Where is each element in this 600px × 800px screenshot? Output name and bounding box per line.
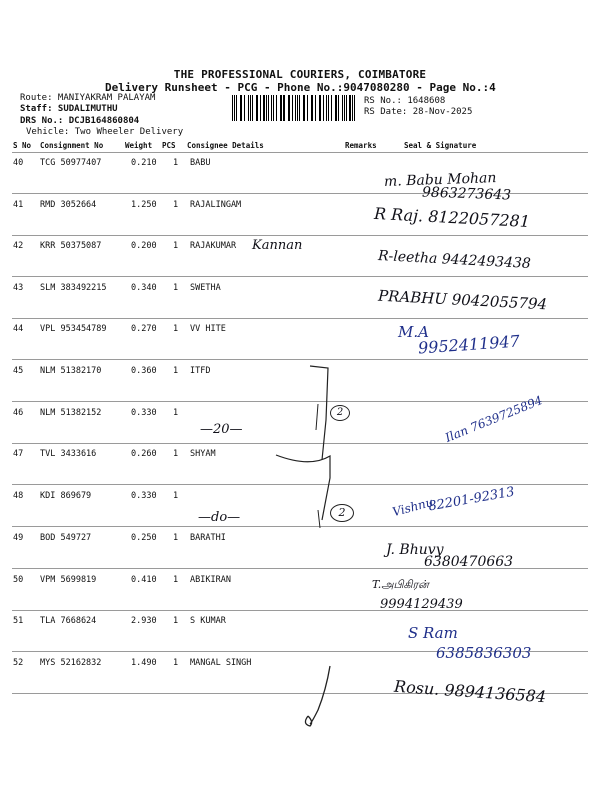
col-seal: Seal & Signature [404,141,477,150]
row-pcs: 1 [173,449,179,459]
row-pcs: 1 [173,616,179,626]
row-consignee: BABU [190,158,211,168]
row-consignment: VPM 5699819 [40,575,97,585]
runsheet-subtitle: Delivery Runsheet - PCG - Phone No.:9047080280 - Page No.:4 [105,81,496,94]
rs-number: RS No.: 1648608 [364,96,446,106]
row-pcs: 1 [173,575,179,585]
barcode-bar [252,95,253,121]
row-consignee: SHYAM [190,449,216,459]
row-weight: 0.250 [131,533,157,543]
barcode-bar [232,95,233,121]
row-consignment: KDI 869679 [40,491,92,501]
col-consignee: Consignee Details [187,141,264,150]
hw-row44-initials: M.A [398,323,429,341]
row-sno: 48 [13,491,24,501]
row-divider [12,610,588,611]
hw-row43-sig: PRABHU 9042055794 [377,286,548,314]
row-consignment: KRR 50375087 [40,241,102,251]
barcode-bar [312,95,313,121]
row-consignee: RAJALINGAM [190,200,242,210]
row-pcs: 1 [173,658,179,668]
hw-row48-sig: Vishnu [390,494,435,520]
row-pcs: 1 [173,533,179,543]
hw-row46-circle: 2 [330,405,350,421]
row-sno: 46 [13,408,24,418]
barcode-bar [260,95,261,121]
row-divider [12,318,588,319]
col-pcs: PCS [162,141,176,150]
row-consignment: NLM 51382170 [40,366,102,376]
row-weight: 0.270 [131,324,157,334]
row-weight: 0.410 [131,575,157,585]
row-sno: 45 [13,366,24,376]
row-consignee: RAJAKUMAR [190,241,237,251]
barcode-bar [289,95,290,121]
row-sno: 42 [13,241,24,251]
row-weight: 1.250 [131,200,157,210]
row-consignment: MYS 52162832 [40,658,102,668]
row-sno: 44 [13,324,24,334]
hw-row51-phone: 6385836303 [436,644,532,662]
hw-row50-phone: 9994129439 [380,597,463,612]
barcode-bar [304,95,305,121]
row-weight: 0.330 [131,491,157,501]
hw-row41-sig: R Raj. 8122057281 [373,203,531,232]
row-consignment: NLM 51382152 [40,408,102,418]
row-consignee: VV HITE [190,324,226,334]
row-consignment: VPL 953454789 [40,324,107,334]
row-consignment: RMD 3052664 [40,200,97,210]
header-rule [12,152,588,153]
row-consignment: TCG 50977407 [40,158,102,168]
row-consignee: ABIKIRAN [190,575,231,585]
barcode-bar [320,95,321,121]
row-pcs: 1 [173,324,179,334]
hw-row48-circle: 2 [330,504,354,522]
hw-row44-phone: 9952411947 [417,331,521,358]
row-consignee: ITFD [190,366,211,376]
row-sno: 40 [13,158,24,168]
row-consignee: SWETHA [190,283,221,293]
row-divider [12,235,588,236]
row-consignment: TVL 3433616 [40,449,97,459]
row-pcs: 1 [173,408,179,418]
hw-row40-phone: 9863273643 [421,184,512,204]
row-weight: 0.260 [131,449,157,459]
row-sno: 49 [13,533,24,543]
company-title: THE PROFESSIONAL COURIERS, COIMBATORE [173,68,427,81]
row-pcs: 1 [173,283,179,293]
barcode-bar [328,95,329,121]
row-pcs: 1 [173,366,179,376]
barcode-bar [331,95,332,121]
hw-row46-sig: Ilan 7639725894 [443,393,545,445]
row-sno: 41 [13,200,24,210]
hw-row42-sig: R-leetha 9442493438 [377,248,532,272]
drs-label: DRS No.: DCJB164860804 [20,116,140,126]
hw-row42-kannan: Kannan [252,238,303,253]
row-weight: 1.490 [131,658,157,668]
barcode-bar [240,95,241,121]
row-pcs: 1 [173,491,179,501]
rs-date: RS Date: 28-Nov-2025 [364,107,473,117]
barcode [232,95,358,121]
row-sno: 51 [13,616,24,626]
hw-row48-mark: —do— [198,510,241,525]
col-remarks: Remarks [345,141,377,150]
barcode-bar [354,95,355,121]
barcode-bar [273,95,274,121]
barcode-bar [338,95,339,121]
hw-row49-phone: 6380470663 [424,554,514,570]
barcode-bar [276,95,277,121]
row-consignee: BARATHI [190,533,226,543]
row-pcs: 1 [173,241,179,251]
row-consignment: SLM 383492215 [40,283,107,293]
row-sno: 43 [13,283,24,293]
row52-scribble [296,660,346,730]
row-consignee: MANGAL SINGH [190,658,252,668]
hw-row48-phone: 82201-92313 [427,484,516,515]
row-pcs: 1 [173,158,179,168]
row-consignment: TLA 7668624 [40,616,97,626]
barcode-bar [299,95,300,121]
barcode-bar [283,95,284,121]
route-label: Route: MANIYAKRAM PALAYAM [20,93,156,103]
hw-row52-sig: Rosu. 9894136584 [393,676,547,707]
row-consignment: BOD 549727 [40,533,92,543]
row-weight: 0.330 [131,408,157,418]
row-sno: 47 [13,449,24,459]
row-pcs: 1 [173,200,179,210]
row-weight: 0.360 [131,366,157,376]
barcode-bar [349,95,350,121]
row-divider [12,276,588,277]
hw-row51-sig: S Ram [408,624,458,642]
row-sno: 50 [13,575,24,585]
barcode-bar [244,95,245,121]
barcode-bar [263,95,264,121]
hw-row40-name: m. Babu Mohan [383,170,497,190]
row-weight: 0.200 [131,241,157,251]
col-consignment: Consignment No [40,141,104,150]
row-consignee: S KUMAR [190,616,226,626]
col-sno: S No [13,141,32,150]
hw-row49-sig: J. Bhuvy [386,542,444,558]
row-weight: 2.930 [131,616,157,626]
hw-row50-sig: T.அபிகிரன் [372,578,429,591]
staff-label: Staff: SUDALIMUTHU [20,104,118,114]
hw-row46-mark: —20— [200,422,243,437]
row-sno: 52 [13,658,24,668]
row-weight: 0.210 [131,158,157,168]
row-weight: 0.340 [131,283,157,293]
col-weight: Weight [125,141,153,150]
vehicle-label: Vehicle: Two Wheeler Delivery [26,127,184,137]
